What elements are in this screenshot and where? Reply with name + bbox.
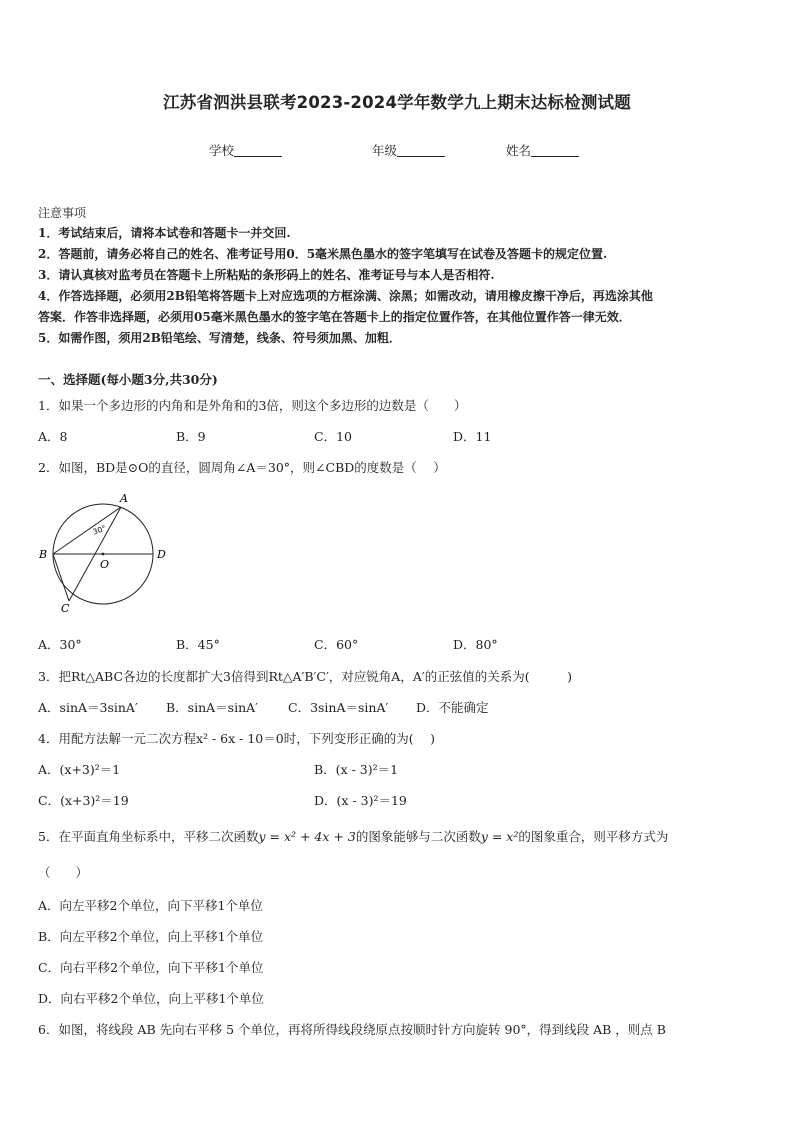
grade-label: 年级	[372, 143, 398, 158]
center-point	[102, 553, 105, 556]
q4-option-d: D．(x - 3)²＝19	[314, 793, 407, 808]
question-4-stem: 4．用配方法解一元二次方程x² - 6x - 10＝0时，下列变形正确的为( )	[38, 731, 435, 746]
q5-answer-paren: （ ）	[38, 865, 89, 880]
q5-stem-middle: 的图象能够与二次函数	[355, 829, 481, 844]
school-field	[209, 141, 282, 159]
name-field	[506, 141, 579, 159]
grade-field	[372, 141, 445, 159]
q1-option-b: B．9	[176, 429, 206, 444]
q2-option-b: B．45°	[176, 637, 220, 652]
chord-ba	[53, 507, 121, 554]
note-item-2: 2．答题前，请务必将自己的姓名、准考证号用0．5毫米黑色墨水的签字笔填写在试卷及答题卡的规定位置.	[38, 247, 608, 261]
question-6-stem: 6．如图，将线段 AB 先向右平移 5 个单位，再将所得线段绕原点按顺时针方向旋转 90°，得到线段 AB ，则点 B	[38, 1022, 666, 1037]
label-c: C	[61, 602, 70, 615]
chord-bc	[53, 554, 69, 601]
circle-diagram	[34, 486, 174, 616]
q5-option-b: B．向左平移2个单位，向上平移1个单位	[38, 929, 264, 944]
q3-option-b: B．sinA＝sinA′	[166, 700, 259, 715]
notes-heading: 注意事项	[38, 206, 87, 220]
q5-option-c: C．向右平移2个单位，向下平移1个单位	[38, 960, 264, 975]
section-heading: 一、选择题(每小题3分,共30分)	[38, 372, 218, 387]
grade-blank[interactable]	[397, 143, 445, 157]
q2-option-c: C．60°	[314, 637, 359, 652]
question-2-stem: 2．如图，BD是⊙O的直径，圆周角∠A＝30°，则∠CBD的度数是（ ）	[38, 460, 446, 475]
note-item-1: 1．考试结束后，请将本试卷和答题卡一并交回.	[38, 226, 291, 240]
label-b: B	[39, 548, 48, 561]
name-label: 姓名	[506, 143, 532, 158]
q1-option-a: A．8	[38, 429, 68, 444]
q3-option-a: A．sinA＝3sinA′	[38, 700, 138, 715]
q4-option-a: A．(x+3)²＝1	[38, 762, 121, 777]
note-item-5: 5．如需作图，须用2B铅笔绘、写清楚，线条、符号须加黑、加粗．	[38, 331, 401, 345]
note-item-3: 3．请认真核对监考员在答题卡上所粘贴的条形码上的姓名、准考证号与本人是否相符.	[38, 268, 495, 282]
school-blank[interactable]	[234, 143, 282, 157]
q5-expr-1: y = x² + 4x + 3	[258, 829, 356, 844]
q4-option-c: C．(x+3)²＝19	[38, 793, 129, 808]
q1-option-c: C．10	[314, 429, 352, 444]
q1-option-d: D．11	[453, 429, 492, 444]
q5-option-a: A．向左平移2个单位，向下平移1个单位	[38, 898, 263, 913]
page-title: 江苏省泗洪县联考2023-2024学年数学九上期末达标检测试题	[163, 93, 631, 112]
angle-label: 30°	[91, 523, 108, 537]
q2-option-a: A．30°	[38, 637, 82, 652]
q5-option-d: D．向右平移2个单位，向上平移1个单位	[38, 991, 264, 1006]
note-item-4-cont: 答案．作答非选择题，必须用05毫米黑色墨水的签字笔在答题卡上的指定位置作答，在其他位置作答一律无效．	[38, 310, 631, 324]
label-d: D	[157, 548, 166, 561]
q5-stem-after: 的图象重合，则平移方式为	[518, 829, 669, 844]
label-a: A	[120, 492, 128, 505]
question-1-stem: 1．如果一个多边形的内角和是外角和的3倍，则这个多边形的边数是（ ）	[38, 398, 467, 413]
name-blank[interactable]	[531, 143, 579, 157]
note-item-4: 4．作答选择题，必须用2B铅笔将答题卡上对应选项的方框涂满、涂黑；如需改动，请用橡皮擦干净后，再选涂其他	[38, 289, 653, 303]
q5-expr-2: y = x²	[480, 829, 519, 844]
q3-option-d: D．不能确定	[416, 700, 489, 715]
q2-option-d: D．80°	[453, 637, 498, 652]
label-o: O	[100, 558, 110, 571]
q5-stem-before: 5．在平面直角坐标系中，平移二次函数	[38, 829, 259, 844]
q3-option-c: C．3sinA＝sinA′	[288, 700, 389, 715]
school-label: 学校	[209, 143, 235, 158]
question-5-stem	[38, 827, 668, 845]
q4-option-b: B．(x - 3)²＝1	[314, 762, 399, 777]
question-3-stem: 3．把Rt△ABC各边的长度都扩大3倍得到Rt△A′B′C′，对应锐角A，A′的正弦值的关系为( )	[38, 669, 572, 684]
